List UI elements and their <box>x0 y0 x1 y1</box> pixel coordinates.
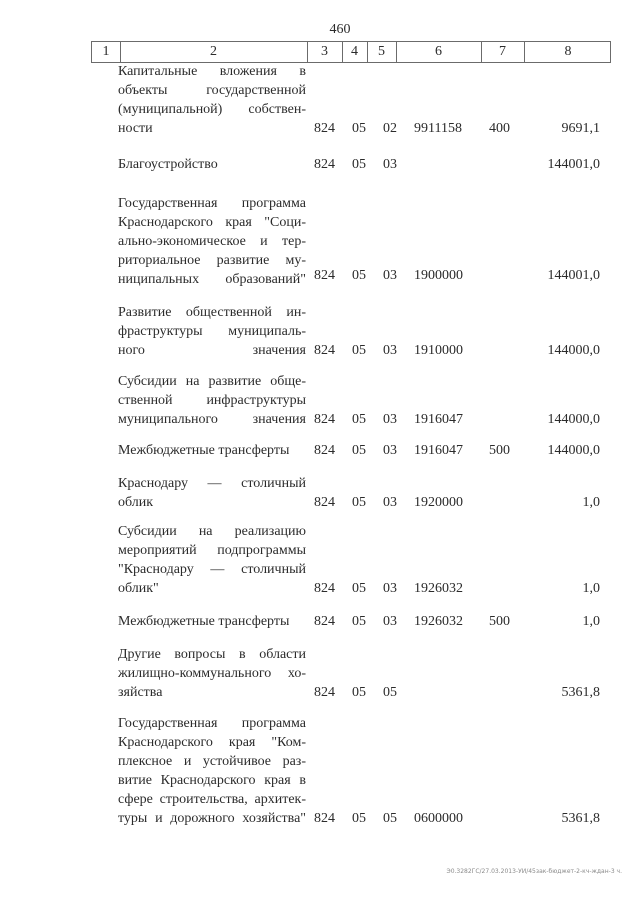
row-ved: 824 <box>314 495 335 510</box>
row-ved: 824 <box>314 811 335 826</box>
row-sum: 144000,0 <box>547 343 600 358</box>
row-csr: 1916047 <box>414 412 463 427</box>
column-header-1: 1 <box>102 44 110 59</box>
row-pr: 03 <box>383 343 397 358</box>
row-sum: 144000,0 <box>547 412 600 427</box>
row-rz: 05 <box>352 443 366 458</box>
row-rz: 05 <box>352 495 366 510</box>
row-description: Межбюджетные трансферты <box>118 443 290 458</box>
row-ved: 824 <box>314 685 335 700</box>
row-ved: 824 <box>314 581 335 596</box>
row-ved: 824 <box>314 268 335 283</box>
column-number-header <box>91 41 611 63</box>
column-header-2: 2 <box>210 44 217 59</box>
row-description: Субсидии на развитие обще- ственной инфраструктуры муниципального значения <box>118 374 306 427</box>
row-pr: 02 <box>383 121 397 136</box>
row-vr: 400 <box>489 121 510 136</box>
row-sum: 144000,0 <box>547 443 600 458</box>
row-sum: 5361,8 <box>561 685 600 700</box>
row-pr: 03 <box>383 157 397 172</box>
row-csr: 1910000 <box>414 343 463 358</box>
row-csr: 1900000 <box>414 268 463 283</box>
row-rz: 05 <box>352 121 366 136</box>
row-pr: 03 <box>383 581 397 596</box>
row-description: Государственная программа Краснодарского края "Соци- ально-экономическое и тер- риториальное развитие му- ниципальных образований" <box>118 196 306 287</box>
row-sum: 1,0 <box>582 614 600 629</box>
row-description: Межбюджетные трансферты <box>118 614 290 629</box>
row-pr: 03 <box>383 443 397 458</box>
row-rz: 05 <box>352 685 366 700</box>
row-sum: 144001,0 <box>547 157 600 172</box>
row-rz: 05 <box>352 811 366 826</box>
row-ved: 824 <box>314 443 335 458</box>
row-description: Субсидии на реализацию мероприятий подпрограммы "Краснодару — столичный облик" <box>118 524 306 596</box>
row-pr: 05 <box>383 811 397 826</box>
row-csr: 1916047 <box>414 443 463 458</box>
row-ved: 824 <box>314 343 335 358</box>
row-csr: 0600000 <box>414 811 463 826</box>
row-ved: 824 <box>314 412 335 427</box>
row-sum: 5361,8 <box>561 811 600 826</box>
row-ved: 824 <box>314 157 335 172</box>
row-rz: 05 <box>352 268 366 283</box>
column-header-3: 3 <box>321 44 328 59</box>
row-sum: 144001,0 <box>547 268 600 283</box>
page-number: 460 <box>329 22 351 37</box>
row-csr: 1926032 <box>414 614 463 629</box>
row-pr: 03 <box>383 412 397 427</box>
row-ved: 824 <box>314 121 335 136</box>
row-pr: 03 <box>383 614 397 629</box>
row-description: Капитальные вложения в объекты государственной (муниципальной) собствен- ности <box>118 64 306 136</box>
row-ved: 824 <box>314 614 335 629</box>
row-rz: 05 <box>352 614 366 629</box>
row-csr: 9911158 <box>414 121 462 136</box>
row-sum: 1,0 <box>582 495 600 510</box>
row-sum: 1,0 <box>582 581 600 596</box>
column-header-7: 7 <box>499 44 506 59</box>
row-vr: 500 <box>489 443 510 458</box>
row-csr: 1920000 <box>414 495 463 510</box>
row-description: Другие вопросы в области жилищно-коммунального хо- зяйства <box>118 647 306 700</box>
row-description: Развитие общественной ин- фраструктуры муниципаль- ного значения <box>118 305 306 358</box>
row-rz: 05 <box>352 581 366 596</box>
row-csr: 1926032 <box>414 581 463 596</box>
column-header-6: 6 <box>435 44 442 59</box>
column-header-4: 4 <box>351 44 358 59</box>
row-pr: 03 <box>383 268 397 283</box>
row-description: Государственная программа Краснодарского края "Ком- плексное и устойчивое раз- витие Краснодарского края в сфере строительства, архитек- туры и дорожного хозяйства" <box>118 716 306 826</box>
row-rz: 05 <box>352 412 366 427</box>
document-footer-code: Э0.3282ГС/27.03.2013-УИ/45зак-бюджет-2-кч-ждан-3 ч. <box>446 868 622 875</box>
column-header-5: 5 <box>378 44 385 59</box>
row-pr: 03 <box>383 495 397 510</box>
row-rz: 05 <box>352 157 366 172</box>
row-vr: 500 <box>489 614 510 629</box>
row-description: Краснодару — столичный облик <box>118 476 306 510</box>
row-pr: 05 <box>383 685 397 700</box>
column-header-8: 8 <box>564 44 572 59</box>
row-description: Благоустройство <box>118 157 218 172</box>
row-sum: 9691,1 <box>561 121 600 136</box>
row-rz: 05 <box>352 343 366 358</box>
